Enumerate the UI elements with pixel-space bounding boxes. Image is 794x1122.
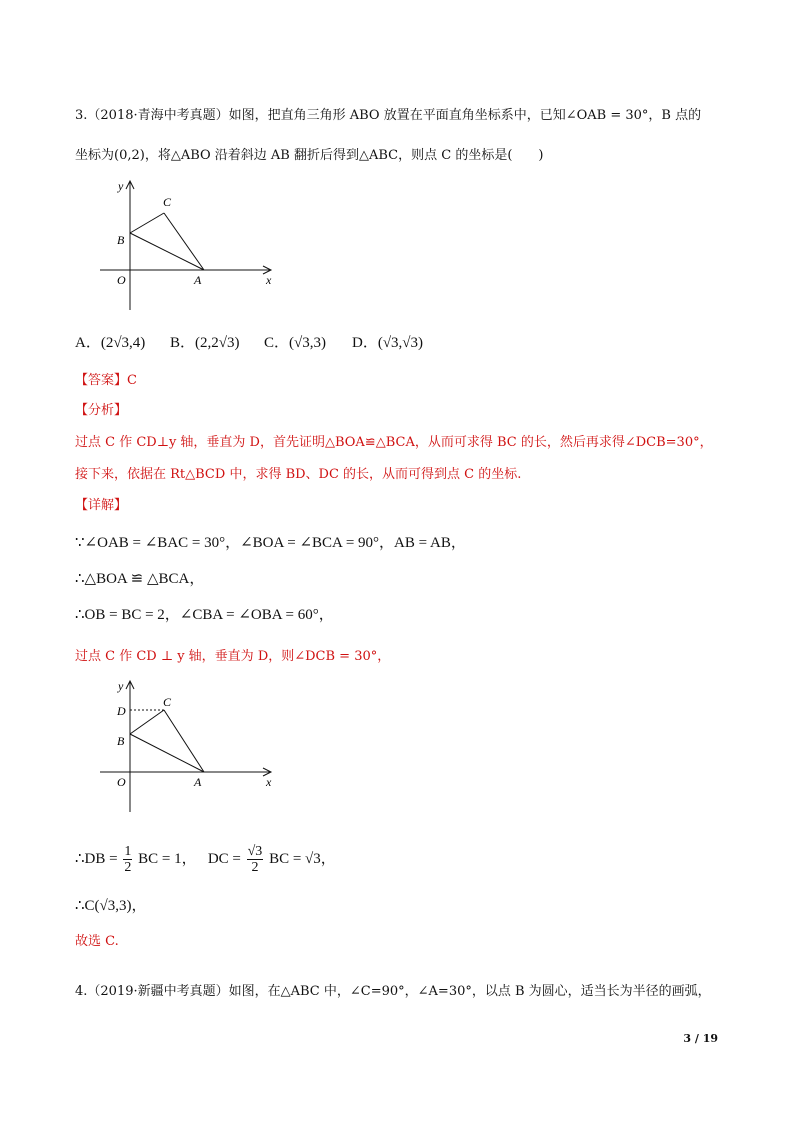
label-B: B <box>117 233 125 247</box>
detail-step6: ∴C(√3,3)， <box>75 898 147 914</box>
label-B: B <box>117 734 125 748</box>
label-D: D <box>117 704 126 718</box>
answer-label: 【答案】C <box>75 373 137 388</box>
detail-step5 <box>75 842 336 876</box>
coordinate-figure-1 <box>100 178 290 318</box>
detail-label: 【详解】 <box>75 498 128 513</box>
detail-step3: ∴OB = BC = 2，∠CBA = ∠OBA = 60°， <box>75 607 334 623</box>
label-O: O <box>117 775 126 789</box>
option-b: B．(2,2√3) <box>170 335 240 351</box>
q3-stem-line1: 3.（2018·青海中考真题）如图，把直角三角形 ABO 放置在平面直角坐标系中，已知∠OAB = 30°，B 点的 <box>75 108 702 123</box>
q4-stem-line1: 4.（2019·新疆中考真题）如图，在△ABC 中，∠C=90°，∠A=30°，以点 B 为圆心，适当长为半径的画弧， <box>75 984 711 999</box>
step5-dc-text: DC = <box>207 851 241 867</box>
segment-BC <box>130 213 164 233</box>
fraction-numerator: 1 <box>124 844 132 860</box>
analysis-label: 【分析】 <box>75 403 128 418</box>
fraction-denominator: 2 <box>251 860 259 876</box>
label-y: y <box>118 679 124 693</box>
label-C: C <box>163 695 172 709</box>
fraction-root3-half <box>247 844 264 875</box>
analysis-line1: 过点 C 作 CD⊥y 轴，垂直为 D，首先证明△BOA≌△BCA，从而可求得 BC 的长，然后再求得∠DCB=30°， <box>75 435 713 450</box>
option-c: C．(√3,3) <box>264 335 326 351</box>
page-number: 3 / 19 <box>683 1032 718 1045</box>
label-C: C <box>163 195 172 209</box>
segment-CA <box>164 213 204 270</box>
step5-dc-rest: BC = √3， <box>269 851 336 867</box>
segment-BA <box>130 233 204 270</box>
conclusion: 故选 C. <box>75 934 119 949</box>
q3-stem-line2: 坐标为(0,2)，将△ABO 沿着斜边 AB 翻折后得到△ABC，则点 C 的坐标是( ) <box>75 148 544 163</box>
label-A: A <box>194 273 202 287</box>
label-A: A <box>194 775 202 789</box>
step5-db-rest: BC = 1， <box>138 851 197 867</box>
option-d: D．(√3,√3) <box>352 335 424 351</box>
step5-db-text: ∴DB = <box>75 851 118 867</box>
detail-step2: ∴△BOA ≌ △BCA， <box>75 571 205 587</box>
label-x: x <box>266 273 272 287</box>
segment-BA <box>130 734 204 772</box>
detail-step1: ∵∠OAB = ∠BAC = 30°，∠BOA = ∠BCA = 90°，AB = AB， <box>75 535 466 551</box>
coordinate-figure-2 <box>100 676 290 816</box>
analysis-line2: 接下来，依据在 Rt△BCD 中，求得 BD、DC 的长，从而可得到点 C 的坐标. <box>75 467 522 482</box>
fraction-numerator: √3 <box>247 844 263 860</box>
segment-BC <box>130 710 164 734</box>
segment-CA <box>164 710 204 772</box>
option-a: A．(2√3,4) <box>75 335 146 351</box>
label-x: x <box>266 775 272 789</box>
detail-step4: 过点 C 作 CD ⊥ y 轴，垂直为 D，则∠DCB = 30°， <box>75 649 391 664</box>
label-y: y <box>118 179 124 193</box>
label-O: O <box>117 273 126 287</box>
fraction-denominator: 2 <box>124 860 132 876</box>
fraction-one-half <box>123 844 132 875</box>
